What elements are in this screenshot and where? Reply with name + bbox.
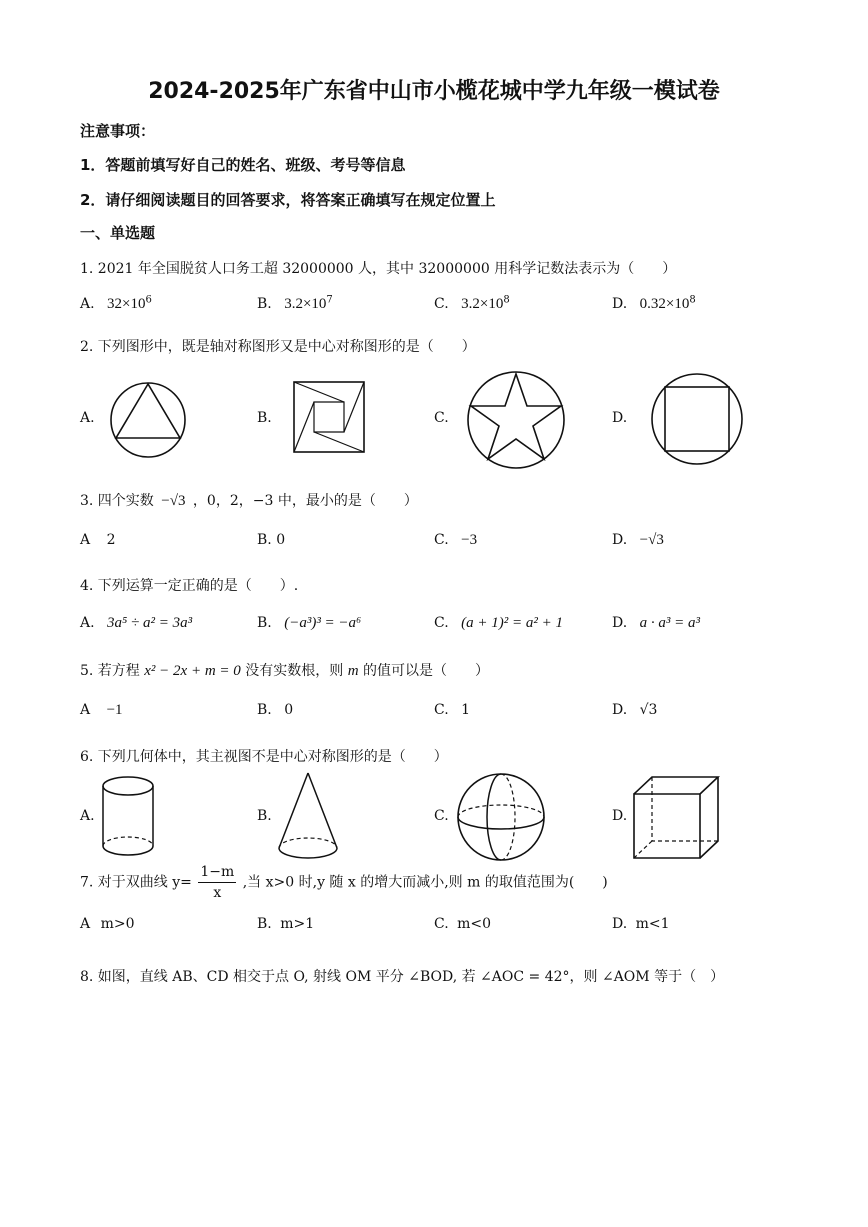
option-letter: C. — [434, 702, 449, 718]
option-letter: A — [80, 702, 91, 718]
option-letter: D. — [612, 702, 628, 718]
option-text: m<0 — [457, 916, 492, 932]
option-text: −1 — [106, 702, 123, 718]
option-text: (−a³)³ = −a⁶ — [284, 615, 362, 631]
q3-option-c[interactable] — [434, 532, 477, 549]
option-letter: D. — [612, 296, 628, 312]
q5-option-d[interactable] — [612, 702, 657, 718]
stem-suffix: ，0，2，−3 中，最小的是（ ） — [192, 493, 418, 509]
notice-heading: 注意事项： — [80, 122, 156, 140]
q5-option-b[interactable] — [257, 702, 293, 718]
stem-prefix: 3. 四个实数 — [80, 493, 154, 509]
option-text: 0.32×10 — [639, 296, 690, 312]
option-text: (a + 1)² = a² + 1 — [461, 615, 563, 631]
q6-option-b-label: B. — [257, 808, 272, 824]
stem-prefix: 5. 若方程 — [80, 663, 140, 679]
q6-option-d-label: D. — [612, 808, 628, 824]
option-text: 0 — [276, 532, 286, 548]
q1-option-a[interactable] — [80, 296, 152, 313]
cone-icon[interactable] — [276, 770, 340, 862]
q7-option-b[interactable] — [257, 916, 314, 932]
option-text: −3 — [461, 532, 478, 548]
notice-item-2: 2．请仔细阅读题目的回答要求，将答案正确填写在规定位置上 — [80, 191, 496, 209]
option-letter: B. — [257, 702, 272, 718]
option-text: −√3 — [639, 532, 664, 548]
option-text: a · a³ = a³ — [639, 615, 701, 631]
option-text: 32×10 — [107, 296, 146, 312]
option-letter: A. — [80, 296, 95, 312]
option-letter: C. — [434, 532, 449, 548]
option-letter: D. — [612, 916, 628, 932]
q3-option-d[interactable] — [612, 532, 664, 549]
q4-option-c[interactable] — [434, 615, 563, 632]
cylinder-icon[interactable] — [100, 774, 156, 860]
option-letter: C. — [434, 296, 449, 312]
option-letter: C. — [434, 916, 449, 932]
q2-option-d-label: D. — [612, 410, 628, 426]
circle-with-triangle-icon[interactable] — [108, 380, 188, 460]
square-with-pinwheel-icon[interactable] — [292, 380, 366, 454]
option-exponent: 6 — [145, 294, 152, 306]
q1-option-d[interactable] — [612, 296, 696, 313]
q2-option-b-label: B. — [257, 410, 272, 426]
option-letter: B. — [257, 296, 272, 312]
option-text: 0 — [284, 702, 294, 718]
option-letter: B. — [257, 916, 272, 932]
q3-option-a[interactable] — [80, 532, 116, 548]
option-text: m>0 — [100, 916, 135, 932]
stem-variable: m — [347, 663, 359, 679]
stem-math: x² − 2x + m = 0 — [144, 663, 241, 679]
option-text: m>1 — [280, 916, 315, 932]
fraction-numerator: 1−m — [198, 862, 236, 883]
stem-end: 的值可以是（ ） — [362, 663, 489, 679]
fraction-denominator: x — [213, 885, 222, 901]
question-5-stem — [80, 660, 489, 680]
option-text: m<1 — [635, 916, 670, 932]
question-4-stem: 4. 下列运算一定正确的是（ ）. — [80, 578, 299, 594]
section-heading: 一、单选题 — [80, 224, 156, 242]
q2-option-a-label: A. — [80, 410, 95, 426]
option-letter: A — [80, 916, 91, 932]
option-text: √3 — [639, 702, 658, 718]
q3-option-b[interactable] — [257, 532, 285, 548]
option-exponent: 7 — [326, 294, 333, 306]
option-letter: C. — [434, 615, 449, 631]
q5-option-c[interactable] — [434, 702, 470, 718]
q7-option-d[interactable] — [612, 916, 670, 932]
q7-option-a[interactable] — [80, 916, 135, 932]
q7-option-c[interactable] — [434, 916, 491, 932]
option-letter: B. — [257, 615, 272, 631]
option-text: 2 — [106, 532, 116, 548]
question-2-stem: 2. 下列图形中，既是轴对称图形又是中心对称图形的是（ ） — [80, 339, 476, 355]
cube-icon[interactable] — [630, 774, 722, 862]
q1-option-b[interactable] — [257, 296, 333, 313]
option-letter: A — [80, 532, 91, 548]
question-7-stem — [80, 862, 608, 903]
option-letter: B. — [257, 532, 272, 548]
q4-option-d[interactable] — [612, 615, 700, 632]
q2-option-c-label: C. — [434, 410, 449, 426]
q4-option-a[interactable] — [80, 615, 192, 632]
question-8-stem: 8. 如图，直线 AB、CD 相交于点 O, 射线 OM 平分 ∠BOD, 若 ∠AOC = 42°，则 ∠AOM 等于（ ） — [80, 969, 725, 985]
question-6-stem: 6. 下列几何体中，其主视图不是中心对称图形的是（ ） — [80, 749, 448, 765]
fraction — [198, 862, 236, 903]
stem-prefix: 7. 对于双曲线 y= — [80, 874, 192, 891]
option-exponent: 8 — [689, 294, 696, 306]
stem-suffix: 没有实数根，则 — [245, 663, 344, 679]
question-1-stem: 1. 2021 年全国脱贫人口务工超 32000000 人，其中 32000000 用科学记数法表示为（ ） — [80, 261, 677, 277]
option-exponent: 8 — [503, 294, 510, 306]
option-text: 3a⁵ ÷ a² = 3a³ — [107, 615, 193, 631]
option-letter: D. — [612, 615, 628, 631]
q5-option-a[interactable] — [80, 702, 123, 719]
option-text: 3.2×10 — [461, 296, 504, 312]
page-title: 2024-2025年广东省中山市小榄花城中学九年级一模试卷 — [148, 79, 720, 104]
question-3-stem — [80, 490, 418, 510]
stem-suffix: ,当 x>0 时,y 随 x 的增大而减小,则 m 的取值范围为( ) — [242, 874, 608, 891]
q6-option-c-label: C. — [434, 808, 449, 824]
option-text: 1 — [461, 702, 471, 718]
option-letter: A. — [80, 615, 95, 631]
option-text: 3.2×10 — [284, 296, 327, 312]
q6-option-a-label: A. — [80, 808, 95, 824]
stem-math: −√3 — [161, 493, 186, 509]
notice-item-1: 1．答题前填写好自己的姓名、班级、考号等信息 — [80, 156, 406, 174]
circle-with-star-icon[interactable] — [466, 370, 566, 470]
q4-option-b[interactable] — [257, 615, 361, 632]
circle-with-square-icon[interactable] — [650, 372, 744, 466]
option-letter: D. — [612, 532, 628, 548]
q1-option-c[interactable] — [434, 296, 510, 313]
sphere-icon[interactable] — [454, 772, 548, 862]
